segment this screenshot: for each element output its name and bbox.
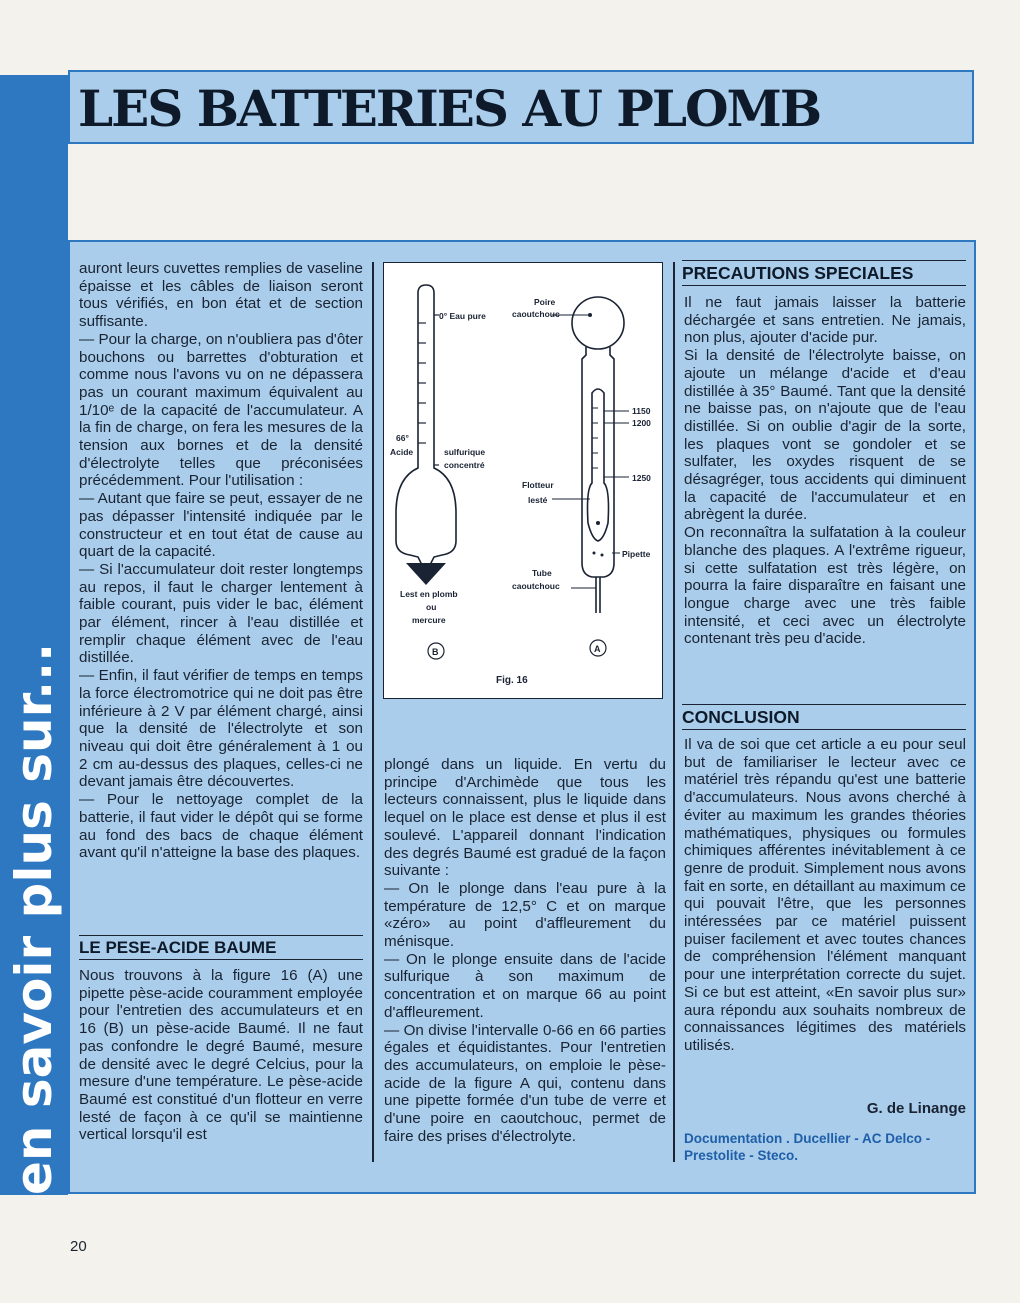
paragraph: Il ne faut jamais laisser la batterie déchargée et sans entretien. Ne jamais, non plus, ajouter d'acide pur. bbox=[684, 294, 966, 347]
paragraph: Il va de soi que cet article a eu pour seul but de familiariser le lecteur avec ce matériel très répandu qu'est une batterie d'accumulateurs. Nous avons cherché à éviter au maximum les grandes théories mathématiques, physiques ou formules chimiques afférentes inévitablement à ce genre de produit. Simplement nous avons fait en sorte, en détaillant au maximum ce qui pouvait l'être, que les personnes intéressées par ce matériel puissent puiser facilement et avec toutes chances de compréhension l'élément manquant pour une interprétation correcte du sujet. Si ce but est atteint, «En savoir plus sur» aura répondu aux souhaits nombreux de connaissances légitimes des matériels utilisés. bbox=[684, 736, 966, 1054]
column-3 bbox=[684, 294, 966, 648]
section-heading-precautions: PRECAUTIONS SPECIALES bbox=[682, 260, 966, 286]
label-eau-pure: 0° Eau pure bbox=[439, 311, 486, 321]
column-2 bbox=[384, 756, 666, 1145]
label-b: B bbox=[432, 647, 439, 657]
paragraph: — Enfin, il faut vérifier de temps en temps la force électromotrice qui ne doit pas être inférieure à 2 V par élément chargé, ainsi que la densité de l'électrolyte et son niveau qui doit être généralement à 1 ou 2 cm au-dessus des plaques, celles-ci ne devant jamais être découvertes. bbox=[79, 667, 363, 791]
paragraph: On reconnaîtra la sulfatation à la couleur blanche des plaques. A l'extrême rigueur, si cette sulfatation est très légère, on pourra la faire disparaître en faisant une longue charge avec une très faible intensité, et ceci avec un électrolyte contenant très peu d'acide. bbox=[684, 524, 966, 648]
paragraph: — Pour la charge, on n'oubliera pas d'ôter bouchons ou barrettes d'obturation et comme nous l'avons vu on ne dépassera pas un courant maximum équivalent au 1/10ᵉ de la capacité de l'accumulateur. A la fin de charge, on fera les mesures de la tension aux bornes et de la densité d'électrolyte telles que préconisées précédemment. Pour l'utilisation : bbox=[79, 330, 363, 490]
label-pipette: Pipette bbox=[622, 549, 651, 559]
paragraph: — On divise l'intervalle 0-66 en 66 parties égales et équidistantes. Pour l'entretien des accumulateurs, on emploie le pèse-acide de la figure A qui, contenu dans une pipette formée d'un tube de verre et d'une poire en caoutchouc, permet de faire des prises d'électrolyte. bbox=[384, 1021, 666, 1145]
label-poire: Poire bbox=[534, 297, 556, 307]
label-concentre: concentré bbox=[444, 460, 485, 470]
label-caoutchouc: caoutchouc bbox=[512, 309, 560, 319]
section-heading-pese-acide: LE PESE-ACIDE BAUME bbox=[79, 935, 363, 960]
label-sulfurique: sulfurique bbox=[444, 447, 486, 457]
author-signature: G. de Linange bbox=[866, 1100, 966, 1117]
label-1200: 1200 bbox=[632, 418, 651, 428]
figure-caption: Fig. 16 bbox=[496, 675, 528, 686]
label-leste: lesté bbox=[528, 495, 548, 505]
label-a: A bbox=[594, 644, 601, 654]
paragraph: — Pour le nettoyage complet de la batterie, il faut vider le dépôt qui se forme au fond des bacs de chaque élément avant qu'il n'atteigne la base des plaques. bbox=[79, 791, 363, 862]
paragraph: — On le plonge ensuite dans de l'acide sulfurique à son maximum de concentration et on marque 66 au point d'affleurement. bbox=[384, 950, 666, 1021]
label-acide: Acide bbox=[390, 447, 414, 457]
paragraph: Nous trouvons à la figure 16 (A) une pipette pèse-acide couramment employée pour l'entretien des accumulateurs et en 16 (B) un pèse-acide Baumé. Il ne faut pas confondre le degré Baumé, mesure de densité avec le degré Celcius, pour la mesure d'une température. Le pèse-acide Baumé est constitué d'un flotteur en verre lesté de façon à ce qu'il se maintienne vertical lorsqu'il est bbox=[79, 967, 363, 1144]
label-mercure: mercure bbox=[412, 615, 446, 625]
label-ou: ou bbox=[426, 602, 437, 612]
label-tube-caoutchouc: caoutchouc bbox=[512, 581, 560, 591]
page-number: 20 bbox=[70, 1238, 87, 1255]
label-66: 66° bbox=[396, 433, 409, 443]
column-3-lower bbox=[684, 736, 966, 1055]
label-flotteur: Flotteur bbox=[522, 480, 554, 490]
column-1-lower bbox=[79, 967, 363, 1144]
sidebar-title: en savoir plus sur... bbox=[5, 642, 63, 1195]
label-lest: Lest en plomb bbox=[400, 589, 458, 599]
section-heading-conclusion: CONCLUSION bbox=[682, 704, 966, 730]
label-1250: 1250 bbox=[632, 473, 651, 483]
paragraph: Si la densité de l'électrolyte baisse, on ajoute un mélange d'acide et d'eau distillée à 35° Baumé. Tant que la densité ne baisse pas, on n'ajoute que de l'eau distillée. Si on oublie d'agir de la sorte, les plaques vont se gondoler et se sulfater, les oxydes risquent de se désagréger, tous accidents qui diminuent la capacité de l'accumulateur et en abrègent la durée. bbox=[684, 347, 966, 524]
sidebar-band bbox=[0, 75, 68, 1195]
column-1 bbox=[79, 260, 363, 862]
paragraph: plongé dans un liquide. En vertu du principe d'Archimède que tous les lecteurs connaissent, plus le liquide dans lequel on le place est dense et plus il est soulevé. L'appareil donnant l'indication des degrés Baumé est gradué de la façon suivante : bbox=[384, 756, 666, 880]
column-divider bbox=[372, 262, 374, 1162]
paragraph: auront leurs cuvettes remplies de vaseline épaisse et les câbles de liaison seront tous vérifiés, en bon état et de section suffisante. bbox=[79, 260, 363, 331]
figure-16 bbox=[383, 262, 663, 699]
title-spacer bbox=[68, 144, 974, 242]
page-title: LES BATTERIES AU PLOMB bbox=[78, 79, 821, 138]
documentation-credits: Documentation . Ducellier - AC Delco - Prestolite - Steco. bbox=[684, 1131, 931, 1163]
column-divider bbox=[673, 262, 675, 1162]
hydrometer-diagram bbox=[384, 263, 664, 700]
title-band bbox=[68, 70, 974, 144]
paragraph: — Si l'accumulateur doit rester longtemps au repos, il faut le charger lentement à faible courant, puis vider le bac, élément par élément, rincer à l'eau distillée et remplir chaque élément avec de l'eau distillée. bbox=[79, 560, 363, 667]
paragraph: — On le plonge dans l'eau pure à la température de 12,5° C et on marque «zéro» au point d'affleurement du ménisque. bbox=[384, 879, 666, 951]
paragraph: — Autant que faire se peut, essayer de ne pas dépasser l'intensité indiquée par le constructeur et en tout état de cause au quart de la capacité. bbox=[79, 490, 363, 561]
label-tube: Tube bbox=[532, 568, 552, 578]
label-1150: 1150 bbox=[632, 406, 651, 416]
